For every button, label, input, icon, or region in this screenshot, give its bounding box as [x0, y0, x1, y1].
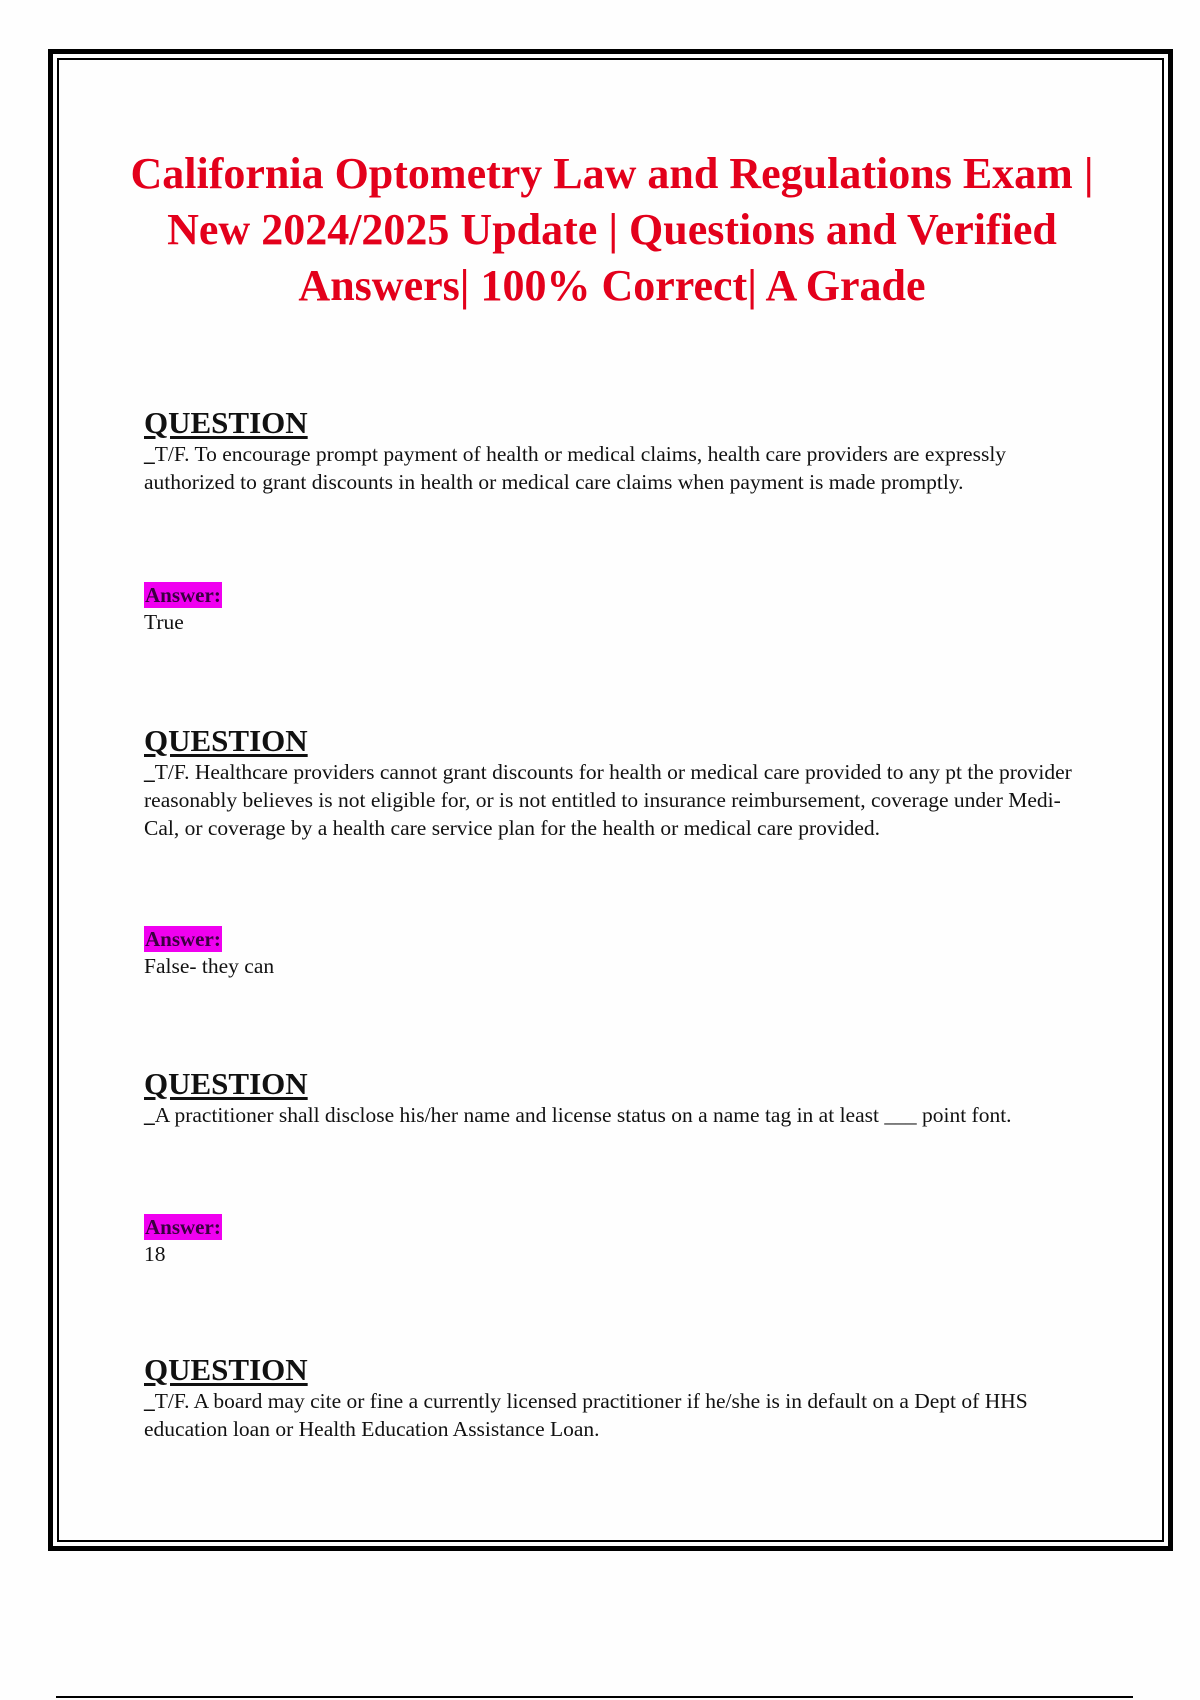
answer-label: Answer:	[145, 927, 221, 951]
question-block-2	[144, 724, 1089, 842]
answer-value: False- they can	[144, 954, 275, 978]
next-page-border	[56, 1696, 1133, 1698]
question-block-3	[144, 1067, 1089, 1129]
answer-value: True	[144, 610, 184, 634]
document-title: California Optometry Law and Regulations Exam | New 2024/2025 Update | Questions and Verified Answers| 100% Correct| A Grade	[130, 149, 1094, 310]
question-heading: QUESTION	[144, 1066, 308, 1101]
question-heading: QUESTION	[144, 723, 308, 758]
question-block-1	[144, 406, 1089, 496]
answer-block-2	[144, 926, 274, 980]
question-block-4	[144, 1353, 1089, 1443]
answer-block-3	[144, 1214, 222, 1268]
question-heading: QUESTION	[144, 405, 308, 440]
question-text: _ A practitioner shall disclose his/her name and license status on a name tag in at least ___ point font.	[144, 1101, 1089, 1129]
question-text: _ T/F. To encourage prompt payment of health or medical claims, health care providers are expressly authorized to grant discounts in health or medical care claims when payment is made promptly.	[144, 440, 1089, 496]
answer-value: 18	[144, 1242, 166, 1266]
answer-label: Answer:	[145, 583, 221, 607]
question-text: _ T/F. Healthcare providers cannot grant discounts for health or medical care provided to any pt the provider reasonably believes is not eligible for, or is not entitled to insurance reimbursement, coverage under Medi-Cal, or coverage by a health care service plan for the health or medical care provided.	[144, 758, 1089, 842]
question-heading: QUESTION	[144, 1352, 308, 1387]
question-text: _ T/F. A board may cite or fine a currently licensed practitioner if he/she is in default on a Dept of HHS education loan or Health Education Assistance Loan.	[144, 1387, 1089, 1443]
answer-label: Answer:	[145, 1215, 221, 1239]
answer-block-1	[144, 582, 222, 636]
